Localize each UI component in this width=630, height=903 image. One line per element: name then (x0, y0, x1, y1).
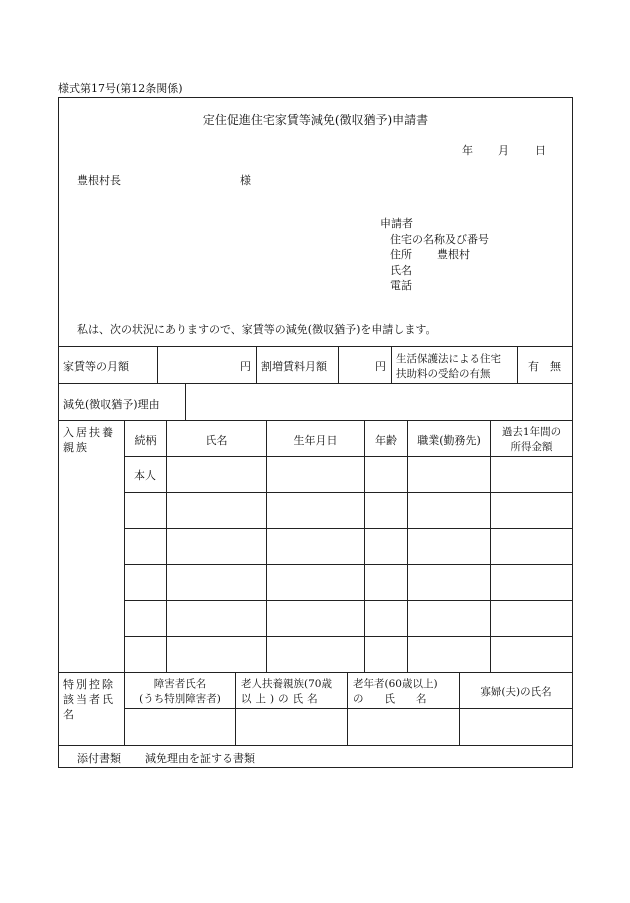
rent-yen: 円 (240, 360, 251, 373)
header-disabled-2: (うち特別障害者) (139, 693, 221, 705)
header-age: 年齢 (375, 434, 397, 447)
rule-v (490, 420, 491, 672)
rule-h (124, 456, 573, 457)
rule-rent-bottom (58, 383, 573, 384)
header-name: 氏名 (205, 434, 228, 447)
reason-label: 減免(徴収猶予)理由 (63, 398, 160, 411)
rule-h (124, 492, 573, 493)
rule-h (124, 708, 573, 709)
header-elderly-1: 老年者(60歳以上) (353, 678, 438, 690)
rule-reason-bottom (58, 420, 573, 421)
header-disabled-1: 障害者氏名 (153, 678, 207, 690)
header-income-2: 所得金額 (510, 441, 553, 453)
surcharge-yen: 円 (375, 360, 386, 373)
deduction-section-label: 特別控除該当者氏名 (63, 678, 115, 721)
welfare-label-2: 扶助料の受給の有無 (396, 368, 491, 380)
rule-h (124, 564, 573, 565)
frame-top (58, 97, 573, 98)
header-elderly-2: の 氏 名 (353, 693, 427, 705)
header-elderly-dependents-1: 老人扶養親族(70歳 (241, 678, 332, 690)
form-title: 定住促進住宅家賃等減免(徴収猶予)申請書 (202, 113, 429, 127)
addressee-honorific: 様 (240, 174, 251, 187)
surcharge-label: 割増賃料月額 (261, 360, 327, 373)
rule-v (185, 383, 186, 420)
applicant-housing: 住宅の名称及び番号 (390, 233, 489, 246)
applicant-name: 氏名 (390, 264, 412, 277)
attachments-label: 添付書類 (77, 752, 121, 765)
applicant-address-label: 住所 (390, 248, 412, 261)
rule-rent-top (58, 346, 573, 347)
rule-v (407, 420, 408, 672)
applicant-address-value: 豊根村 (437, 248, 470, 261)
statement: 私は、次の状況にありますので、家賃等の減免(徴収猶予)を申請します。 (77, 323, 437, 336)
household-section-label: 入居扶養親族 (63, 426, 115, 454)
presence-choice: 有 無 (528, 360, 561, 373)
addressee-name: 豊根村長 (77, 174, 121, 187)
rule-v (157, 346, 158, 383)
date-day: 日 (535, 144, 546, 157)
applicant-phone: 電話 (390, 279, 412, 292)
rule-v (256, 346, 257, 383)
rule-h (124, 600, 573, 601)
rule-v (166, 420, 167, 672)
header-occupation: 職業(勤務先) (417, 434, 481, 447)
header-elderly-dependents-2: 以上)の氏名 (241, 693, 322, 705)
rule-v (338, 346, 339, 383)
form-number: 様式第17号(第12条関係) (58, 82, 183, 95)
rule-h (124, 636, 573, 637)
header-income-1: 過去1年間の (501, 426, 562, 438)
frame-left (58, 97, 59, 768)
applicant-label: 申請者 (380, 217, 413, 230)
rule-v (391, 346, 392, 383)
rule-household-bottom (58, 672, 573, 673)
header-relation: 続柄 (134, 434, 157, 447)
frame-right (572, 97, 573, 768)
rule-v (364, 420, 365, 672)
attachments-value: 減免理由を証する書類 (145, 752, 255, 765)
rent-label: 家賃等の月額 (63, 360, 129, 373)
rule-h (124, 528, 573, 529)
header-birthdate: 生年月日 (293, 434, 338, 447)
date-year: 年 (462, 144, 473, 157)
frame-bottom (58, 767, 573, 768)
rule-v (266, 420, 267, 672)
date-month: 月 (498, 144, 509, 157)
self-label: 本人 (134, 469, 156, 482)
rule-deduction-bottom (58, 745, 573, 746)
rule-v (517, 346, 518, 383)
welfare-label-1: 生活保護法による住宅 (396, 353, 501, 365)
header-widow: 寡婦(夫)の氏名 (480, 686, 552, 698)
